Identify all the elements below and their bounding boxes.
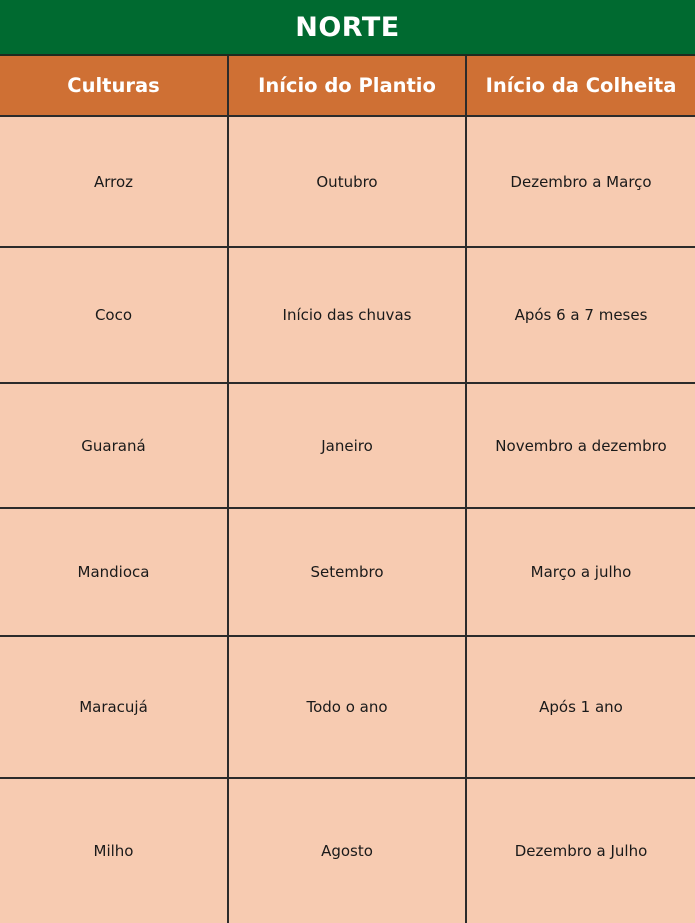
planting-start-cell: Janeiro <box>228 383 466 508</box>
crop-cell: Arroz <box>0 116 228 247</box>
harvest-start-cell: Novembro a dezembro <box>466 383 695 508</box>
harvest-start-cell: Dezembro a Julho <box>466 778 695 923</box>
table-row <box>0 383 695 508</box>
crop-cell: Guaraná <box>0 383 228 508</box>
crop-cell: Coco <box>0 247 228 383</box>
table-row <box>0 636 695 778</box>
table-row <box>0 247 695 383</box>
crops-table <box>0 56 695 923</box>
column-header-inicio-colheita: Início da Colheita <box>466 56 695 116</box>
planting-start-cell: Outubro <box>228 116 466 247</box>
table-row <box>0 778 695 923</box>
harvest-start-cell: Após 6 a 7 meses <box>466 247 695 383</box>
table-row <box>0 116 695 247</box>
header-row <box>0 56 695 116</box>
planting-start-cell: Agosto <box>228 778 466 923</box>
column-header-culturas: Culturas <box>0 56 228 116</box>
planting-start-cell: Todo o ano <box>228 636 466 778</box>
planting-start-cell: Setembro <box>228 508 466 636</box>
harvest-start-cell: Dezembro a Março <box>466 116 695 247</box>
crop-cell: Milho <box>0 778 228 923</box>
table-row <box>0 508 695 636</box>
table-title: NORTE <box>0 0 695 56</box>
harvest-start-cell: Após 1 ano <box>466 636 695 778</box>
column-header-inicio-plantio: Início do Plantio <box>228 56 466 116</box>
crop-cell: Mandioca <box>0 508 228 636</box>
crop-cell: Maracujá <box>0 636 228 778</box>
planting-start-cell: Início das chuvas <box>228 247 466 383</box>
harvest-start-cell: Março a julho <box>466 508 695 636</box>
